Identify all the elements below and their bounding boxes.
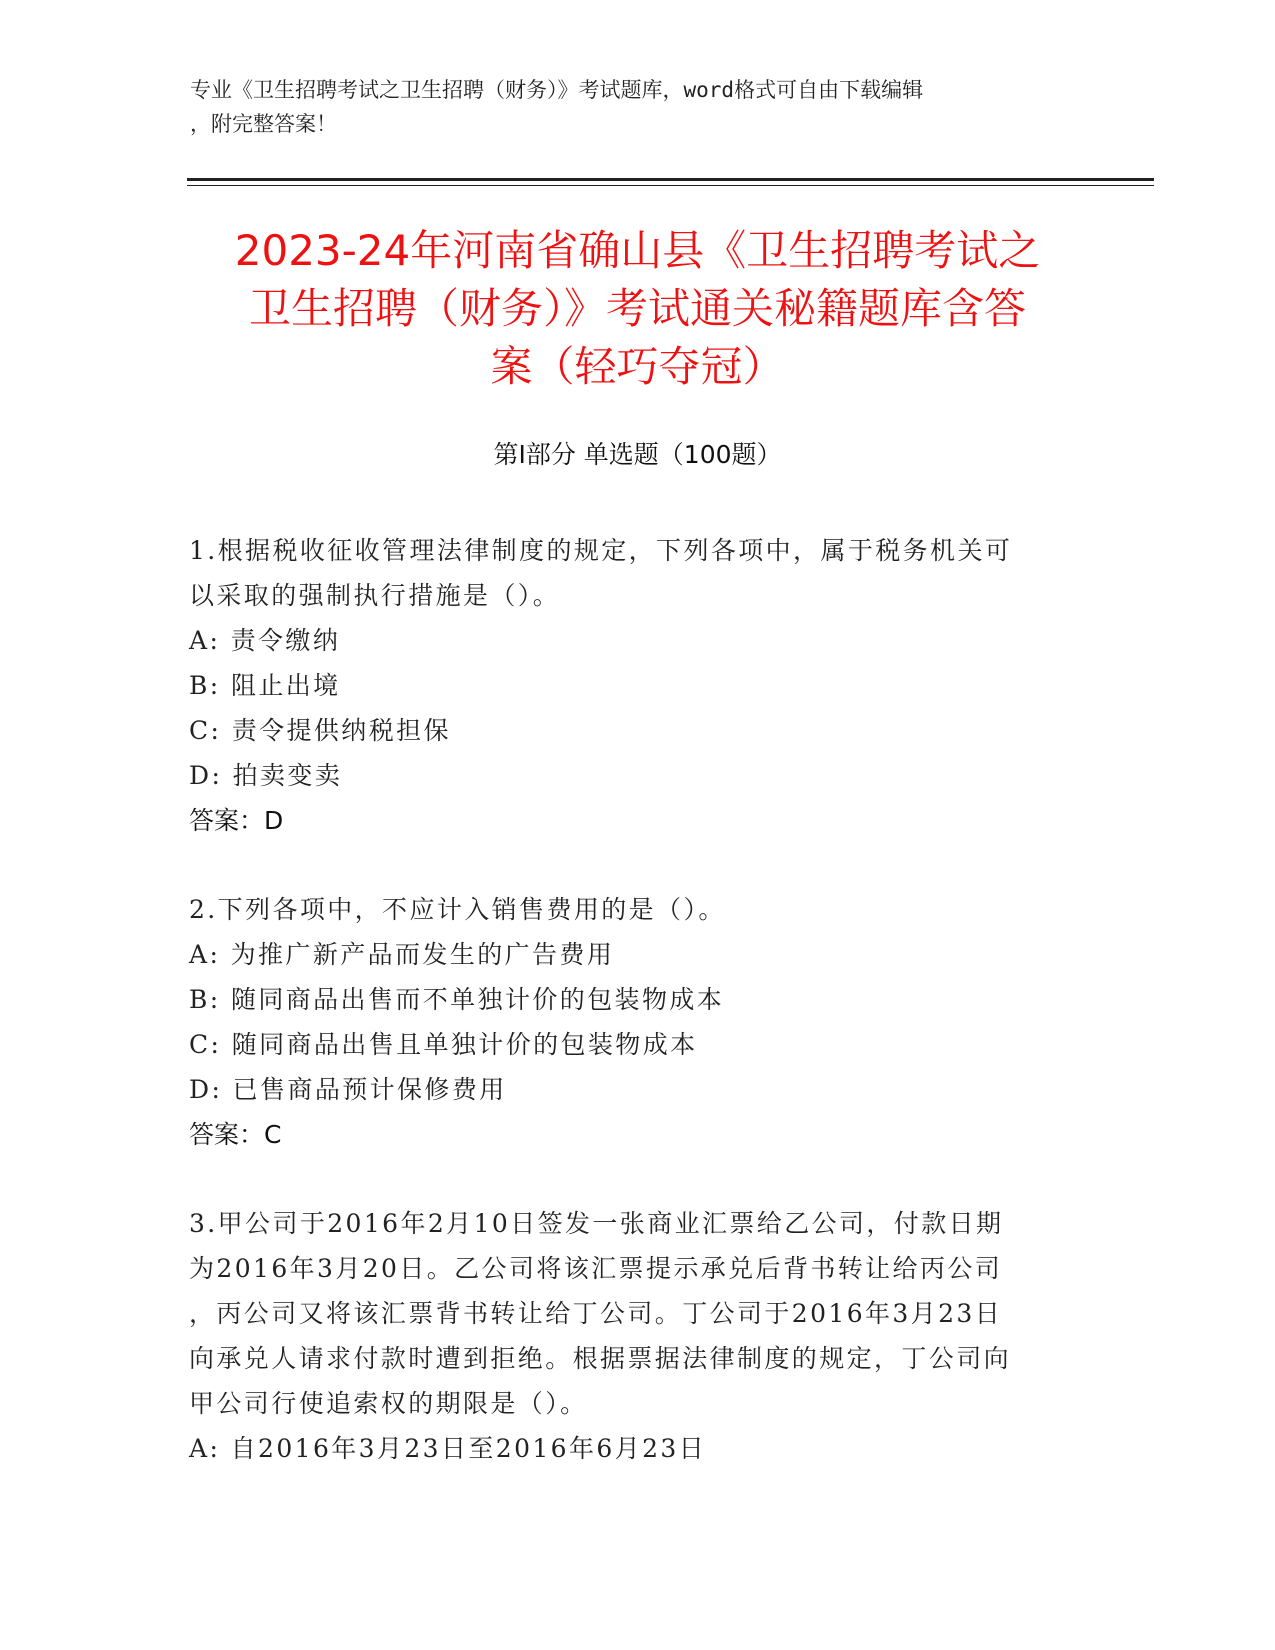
- option-d: D: 拍卖变卖: [189, 761, 343, 790]
- header-divider-thin: [187, 185, 1154, 186]
- answer-label: 答案：D: [189, 806, 284, 835]
- option-b: B: 阻止出境: [189, 671, 341, 700]
- option-b: B: 随同商品出售而不单独计价的包装物成本: [189, 985, 725, 1014]
- header-note: [190, 73, 1090, 141]
- header-note-line-1: 专业《卫生招聘考试之卫生招聘（财务）》考试题库，word格式可自由下载编辑: [190, 78, 924, 102]
- option-c: C: 责令提供纳税担保: [189, 716, 451, 745]
- question-stem-line: ，丙公司又将该汇票背书转让给丁公司。丁公司于2016年3月23日: [189, 1299, 1003, 1328]
- question-list: [189, 528, 1069, 1515]
- question-2: [189, 887, 1069, 1157]
- option-a: A: 责令缴纳: [189, 626, 341, 655]
- option-a: A: 为推广新产品而发生的广告费用: [189, 940, 615, 969]
- question-stem-line: 3.甲公司于2016年2月10日签发一张商业汇票给乙公司，付款日期: [189, 1209, 1004, 1238]
- title-line-2: 卫生招聘（财务）》考试通关秘籍题库含答: [248, 284, 1026, 333]
- option-d: D: 已售商品预计保修费用: [189, 1075, 507, 1104]
- question-stem-line: 1.根据税收征收管理法律制度的规定，下列各项中，属于税务机关可: [189, 536, 1013, 565]
- question-1: [189, 528, 1069, 843]
- header-divider-thick: [187, 178, 1154, 181]
- section-heading: 第Ⅰ部分 单选题（100题）: [493, 440, 782, 469]
- title-line-1: 2023-24年河南省确山县《卫生招聘考试之: [234, 226, 1041, 275]
- title-line-3: 案（轻巧夺冠）: [490, 342, 785, 391]
- option-a: A: 自2016年3月23日至2016年6月23日: [189, 1434, 707, 1463]
- option-c: C: 随同商品出售且单独计价的包装物成本: [189, 1030, 698, 1059]
- header-note-line-2: ，附完整答案！: [190, 112, 337, 136]
- question-stem-line: 以采取的强制执行措施是（）。: [189, 581, 561, 610]
- question-stem-line: 甲公司行使追索权的期限是（）。: [189, 1389, 588, 1418]
- document-title: [190, 222, 1085, 396]
- question-stem-line: 向承兑人请求付款时遭到拒绝。根据票据法律制度的规定，丁公司向: [189, 1344, 1012, 1373]
- question-stem-line: 2.下列各项中，不应计入销售费用的是（）。: [189, 895, 726, 924]
- question-3: [189, 1201, 1069, 1471]
- question-stem-line: 为2016年3月20日。乙公司将该汇票提示承兑后背书转让给丙公司: [189, 1254, 1003, 1283]
- answer-label: 答案：C: [189, 1120, 282, 1149]
